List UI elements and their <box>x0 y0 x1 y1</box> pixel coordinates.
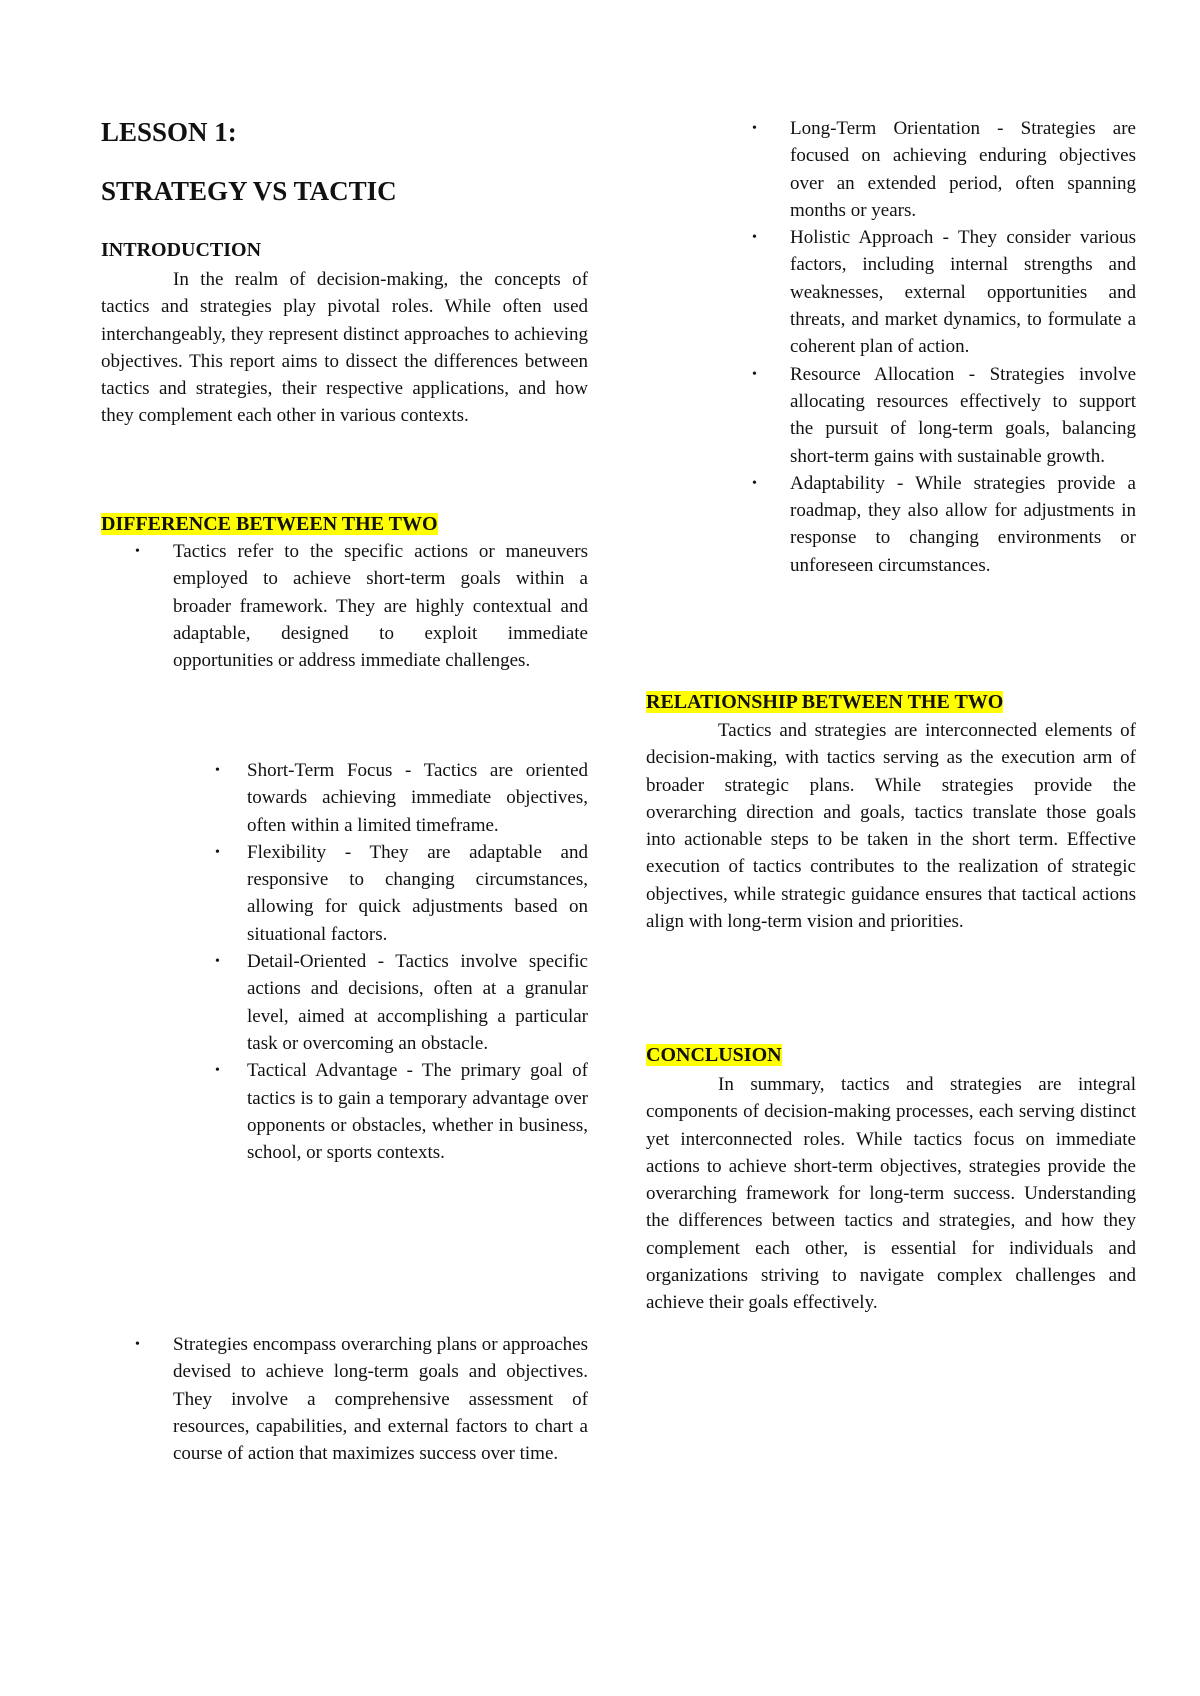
bullet-icon: • <box>215 1063 220 1079</box>
bullet-icon: • <box>135 544 140 559</box>
strategies-point-text: Long-Term Orientation - Strategies are focused on achieving enduring objectives over an extended period, often spanning months or years. <box>790 118 1136 221</box>
bullet-icon: • <box>135 1337 140 1352</box>
list-item <box>215 839 588 948</box>
bullet-icon: • <box>752 230 757 246</box>
list-item <box>752 224 1136 360</box>
tactics-main-text: Tactics refer to the specific actions or maneuvers employed to achieve short-term goals within a broader framework. They are highly contextual and adaptable, designed to exploit immediate opportunities or address immediate challenges. <box>173 541 588 672</box>
strategies-main-list <box>135 1331 588 1467</box>
bullet-icon: • <box>215 844 220 860</box>
intro-heading: INTRODUCTION <box>101 239 262 261</box>
page-title: STRATEGY VS TACTIC <box>101 176 397 206</box>
strategies-point-text: Holistic Approach - They consider various factors, including internal strengths and weaknesses, external opportunities and threats, and market dynamics, to formulate a coherent plan of action. <box>790 227 1136 358</box>
list-item <box>215 948 588 1057</box>
difference-heading <box>101 513 438 536</box>
strategies-main-text: Strategies encompass overarching plans or approaches devised to achieve long-term goals and objectives. They involve a comprehensive assessment of resources, capabilities, and external factors to chart a course of action that maximizes success over time. <box>173 1334 588 1465</box>
tactics-point-text: Tactical Advantage - The primary goal of tactics is to gain a temporary advantage over opponents or obstacles, whether in business, school, or sports contexts. <box>247 1060 588 1164</box>
tactics-point-text: Short-Term Focus - Tactics are oriented towards achieving immediate objectives, often within a limited timeframe. <box>247 760 588 836</box>
strategies-point-text: Resource Allocation - Strategies involve allocating resources effectively to support the pursuit of long-term goals, balancing short-term gains with sustainable growth. <box>790 363 1136 467</box>
bullet-icon: • <box>752 121 757 136</box>
bullet-icon: • <box>752 366 757 382</box>
lesson-label: LESSON 1: <box>101 117 237 147</box>
relationship-paragraph: Tactics and strategies are interconnected elements of decision-making, with tactics serving as the execution arm of broader strategic plans. While strategies provide the overarching direction and goals, tactics translate those goals into actionable steps to be taken in the short term. Effective execution of tactics contributes to the realization of strategic objectives, while strategic guidance ensures that tactical actions align with long-term vision and priorities. <box>646 720 1136 933</box>
list-item <box>215 757 588 839</box>
relationship-heading-highlight: RELATIONSHIP BETWEEN THE TWO <box>646 691 1004 713</box>
conclusion-heading-highlight: CONCLUSION <box>646 1044 782 1066</box>
strategies-point-text: Adaptability - While strategies provide a roadmap, they also allow for adjustments in response to changing environments or unforeseen circumstances. <box>790 472 1136 576</box>
strategies-points-list <box>752 115 1136 579</box>
tactics-point-text: Flexibility - They are adaptable and responsive to changing circumstances, allowing for quick adjustments based on situational factors. <box>247 841 588 945</box>
list-item <box>135 1331 588 1467</box>
list-item <box>752 470 1136 579</box>
conclusion-heading <box>646 1044 782 1067</box>
relationship-heading <box>646 691 1003 714</box>
bullet-icon: • <box>215 954 220 970</box>
tactics-point-text: Detail-Oriented - Tactics involve specific actions and decisions, often at a granular level, aimed at accomplishing a particular task or overcoming an obstacle. <box>247 951 588 1054</box>
tactics-main-list <box>135 538 588 674</box>
bullet-icon: • <box>215 763 220 778</box>
difference-heading-highlight: DIFFERENCE BETWEEN THE TWO <box>101 513 438 535</box>
tactics-points-list <box>215 757 588 1166</box>
bullet-icon: • <box>752 475 757 491</box>
conclusion-paragraph: In summary, tactics and strategies are integral components of decision-making processes, each serving distinct yet interconnected roles. While tactics focus on immediate actions to achieve short-term objectives, strategies provide the overarching framework for long-term success. Understanding the differences between tactics and strategies, and how they complement each other, is essential for individuals and organizations striving to navigate complex challenges and achieve their goals effectively. <box>646 1074 1136 1314</box>
list-item <box>752 115 1136 224</box>
intro-paragraph: In the realm of decision-making, the concepts of tactics and strategies play pivotal roles. While often used interchangeably, they represent distinct approaches to achieving objectives. This report aims to dissect the differences between tactics and strategies, their respective applications, and how they complement each other in various contexts. <box>101 269 588 427</box>
list-item <box>135 538 588 674</box>
list-item <box>752 361 1136 470</box>
list-item <box>215 1057 588 1166</box>
